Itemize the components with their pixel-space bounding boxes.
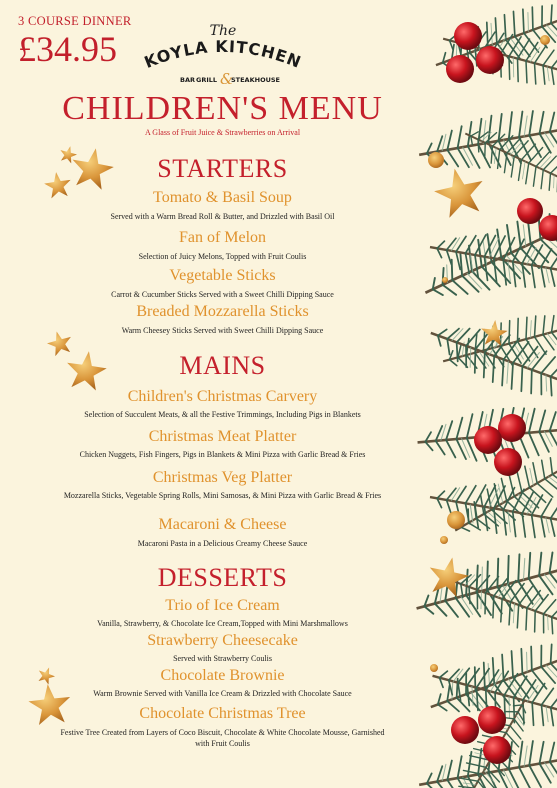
menu-item-desc: Served with Strawberry Coulis — [173, 654, 272, 663]
price-block — [18, 14, 132, 67]
logo-steakhouse: STEAKHOUSE — [231, 76, 280, 84]
menu-item-name: Christmas Meat Platter — [148, 428, 297, 445]
menu-item-desc: Chicken Nuggets, Fish Fingers, Pigs in Blankets & Mini Pizza with Garlic Bread & Fries — [79, 450, 366, 459]
logo-bar: BAR — [180, 76, 195, 84]
logo-ampersand: & — [220, 70, 234, 88]
menu-item-name: Strawberry Cheesecake — [147, 632, 298, 649]
koyla-kitchen-logo — [138, 18, 308, 93]
mains-heading: MAINS — [179, 351, 266, 380]
starters-heading: STARTERS — [157, 154, 288, 183]
menu-item-name: Children's Christmas Carvery — [127, 388, 318, 405]
menu-item-desc: Vanilla, Strawberry, & Chocolate Ice Cream,Topped with Mini Marshmallows — [97, 619, 348, 628]
menu-item-name: Chocolate Brownie — [160, 667, 285, 684]
menu-item-desc: Warm Cheesey Sticks Served with Sweet Chilli Dipping Sauce — [121, 326, 324, 335]
menu-item-desc: Mozzarella Sticks, Vegetable Spring Rolls, Mini Samosas, & Mini Pizza with Garlic Bread & Fries — [63, 491, 382, 500]
desserts-heading: DESSERTS — [157, 563, 288, 592]
arrival-note: A Glass of Fruit Juice & Strawberries on Arrival — [144, 128, 301, 137]
menu-item-name: Vegetable Sticks — [169, 267, 276, 284]
holly-berries — [446, 22, 557, 764]
menu-item-desc: Selection of Succulent Meats, & all the Festive Trimmings, Including Pigs in Blankets — [84, 410, 361, 419]
menu-title: CHILDREN'S MENU — [62, 90, 383, 127]
menu-item-desc: Carrot & Cucumber Sticks Served with a Sweet Chilli Dipping Sauce — [111, 290, 334, 299]
logo-grill: GRILL — [196, 76, 218, 84]
price: £34.95 — [18, 29, 117, 69]
menu-item-name: Chocolate Christmas Tree — [139, 705, 306, 722]
menu-item-desc: Selection of Juicy Melons, Topped with Fruit Coulis — [138, 252, 307, 261]
menu-item-desc: Warm Brownie Served with Vanilla Ice Cream & Drizzled with Chocolate Sauce — [93, 689, 352, 698]
logo-the: The — [209, 23, 237, 39]
gold-dots — [428, 35, 550, 672]
menu-item-name: Tomato & Basil Soup — [153, 189, 292, 206]
menu-item-name: Trio of Ice Cream — [165, 597, 280, 614]
menu-item-name: Macaroni & Cheese — [158, 516, 287, 533]
course-label: 3 COURSE DINNER — [18, 14, 132, 28]
menu-item-desc: Served with a Warm Bread Roll & Butter, and Drizzled with Basil Oil — [110, 212, 335, 221]
menu-item-desc: Festive Tree Created from Layers of Coco Biscuit, Chocolate & White Chocolate Mousse, Garnished with Fruit Coulis — [60, 728, 385, 748]
logo-name: KOYLA KITCHEN — [141, 36, 305, 72]
menu-item-name: Breaded Mozzarella Sticks — [136, 303, 309, 320]
menu-item-name: Fan of Melon — [178, 229, 267, 246]
menu-item-desc: Macaroni Pasta in a Delicious Creamy Cheese Sauce — [137, 539, 308, 548]
menu-item-name: Christmas Veg Platter — [152, 469, 293, 486]
